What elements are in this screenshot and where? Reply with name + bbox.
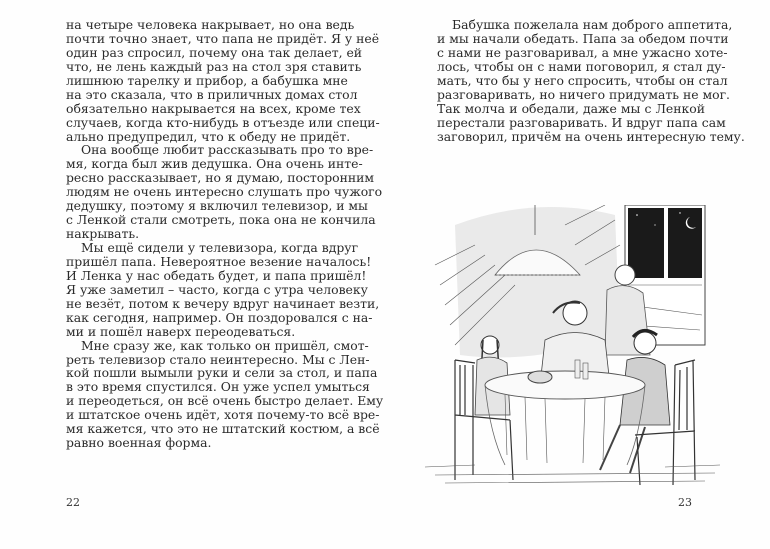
text-line: и переодеться, он всё очень быстро делает. Ему — [66, 393, 384, 409]
text-line: Мне сразу же, как только он пришёл, смот- — [81, 337, 369, 353]
text-line: обязательно накрывается на всех, кроме тех — [66, 100, 361, 116]
text-line: что, не лень каждый раз на стол зря ставить — [66, 58, 362, 74]
text-line: заговорил, причём на очень интересную тему. — [437, 128, 745, 144]
text-line: Я уже заметил – часто, когда с утра человеку — [66, 281, 368, 297]
text-line: реть телевизор стало неинтересно. Мы с Лен- — [66, 351, 370, 367]
text-line: равно военная форма. — [66, 435, 212, 451]
text-line: мать, что бы у него спросить, чтобы он стал — [437, 72, 728, 88]
text-line: ми и пошёл наверх переодеваться. — [66, 323, 296, 339]
page-number-right: 23 — [678, 496, 692, 509]
text-line: ально предупредил, что к обеду не придёт. — [66, 128, 351, 144]
page-number-left: 22 — [66, 496, 80, 509]
text-line: в это время спустился. Он уже успел умыться — [66, 379, 370, 395]
text-line: ресно рассказывает, но я думаю, посторонним — [66, 170, 375, 186]
text-line: разговаривать, но ничего придумать не мог. — [437, 86, 731, 102]
text-line: Так молча и обедали, даже мы с Ленкой — [437, 100, 705, 116]
text-line: людям не очень интересно слушать про чужого — [66, 184, 383, 200]
text-line: Мы ещё сидели у телевизора, когда вдруг — [81, 240, 359, 255]
text-line: Она вообще любит рассказывать про то вре- — [81, 142, 374, 158]
text-line: один раз спросил, почему она так делает, ей — [66, 44, 363, 60]
text-line: накрывать. — [66, 226, 140, 242]
text-line: на это сказала, что в приличных домах стол — [66, 86, 358, 102]
text-line: Бабушка пожелала нам доброго аппетита, — [452, 17, 733, 32]
text-line: почти точно знает, что папа не придёт. Я у неё — [66, 30, 380, 46]
text-line: дедушку, поэтому я включил телевизор, и мы — [66, 198, 368, 214]
text-line: на четыре человека накрывает, но она ведь — [66, 17, 355, 32]
text-line: как сегодня, например. Он поздоровался с на- — [66, 309, 373, 325]
family-dinner-illustration — [415, 205, 725, 490]
text-line: с нами не разговаривал, а мне ужасно хоте- — [437, 44, 728, 60]
text-line: мя, когда был жив дедушка. Она очень инте- — [66, 156, 363, 172]
text-line: мя кажется, что это не штатский костюм, а всё — [66, 421, 380, 437]
text-line: не везёт, потом к вечеру вдруг начинает везти, — [66, 295, 380, 311]
text-line: И Ленка у нас обедать будет, и папа пришёл! — [66, 267, 367, 283]
text-line: перестали разговаривать. И вдруг папа сам — [437, 114, 726, 130]
right-page — [385, 0, 770, 549]
text-line: с Ленкой стали смотреть, пока она не кончила — [66, 212, 376, 228]
text-line: и штатское очень идёт, хотя почему-то всё вре- — [66, 407, 380, 423]
text-line: пришёл папа. Невероятное везение началось! — [66, 253, 372, 269]
text-line: лось, чтобы он с нами поговорил, я стал ду- — [437, 58, 726, 74]
text-line: кой пошли вымыли руки и сели за стол, и папа — [66, 365, 378, 381]
right-page-text — [437, 17, 745, 144]
left-page-text — [66, 17, 384, 451]
floor-shading — [425, 465, 720, 483]
text-line: лишнюю тарелку и прибор, а бабушка мне — [66, 72, 348, 88]
text-line: случаев, когда кто-нибудь в отъезде или специ- — [66, 114, 380, 130]
text-line: и мы начали обедать. Папа за обедом почти — [437, 30, 729, 46]
